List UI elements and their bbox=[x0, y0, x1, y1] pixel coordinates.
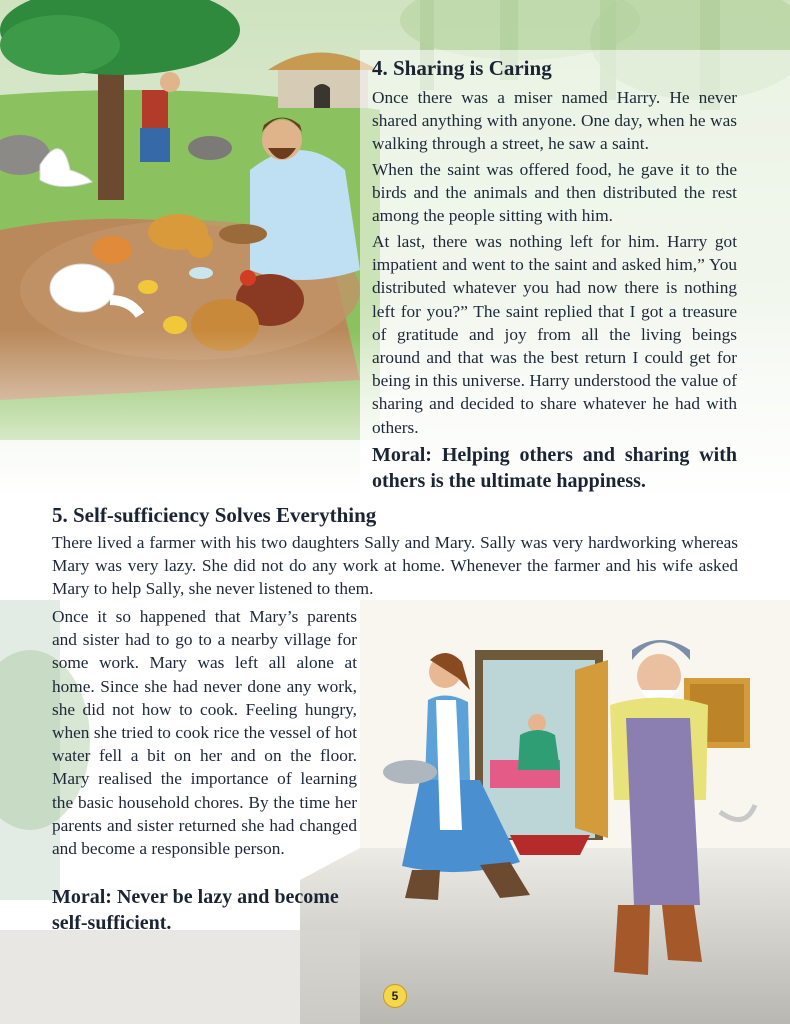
story-4-paragraph-2: When the saint was offered food, he gave it to the birds and the animals and then distributed the rest among the people sitting with him. bbox=[372, 160, 737, 226]
story-5-intro: There lived a farmer with his two daughters Sally and Mary. Sally was very hardworking whereas Mary was very lazy. She did not do any work at home. Whenever the farmer and his wife asked Mary to help Sally, she never listened to them. bbox=[52, 533, 738, 599]
story-4-paragraph-1: Once there was a miser named Harry. He never shared anything with anyone. One day, when he was walking through a street, he saw a saint. bbox=[372, 88, 737, 154]
story-5-title: 5. Self-sufficiency Solves Everything bbox=[52, 503, 377, 527]
story-4-paragraph-3: At last, there was nothing left for him. Harry got impatient and went to the saint and asked him,” You distributed whatever you had now there is nothing left for you?” The saint replied that I got a treasure of gratitude and joy from all the living beings around and that was the best return I could get for being in this universe. Harry understood the value of sharing and decided to share whatever he had with others. bbox=[372, 232, 737, 437]
story-5-body: Once it so happened that Mary’s parents and sister had to go to a nearby village for some work. Mary was left all alone at home. Since she had never done any work, she did not how to cook. Feeling hungry, when she tried to cook rice the vessel of hot water fell a bit on her and on the floor. Mary realised the importance of learning the basic household chores. By the time her parents and sister returned she had changed and become a responsible person. bbox=[52, 607, 357, 859]
story-4-moral: Moral: Helping others and sharing with others is the ultimate happiness. bbox=[372, 444, 737, 492]
story-5-moral: Moral: Never be lazy and become self-sufficient. bbox=[52, 886, 339, 934]
story-4-title: 4. Sharing is Caring bbox=[372, 56, 552, 80]
page-number-badge: 5 bbox=[383, 984, 407, 1008]
